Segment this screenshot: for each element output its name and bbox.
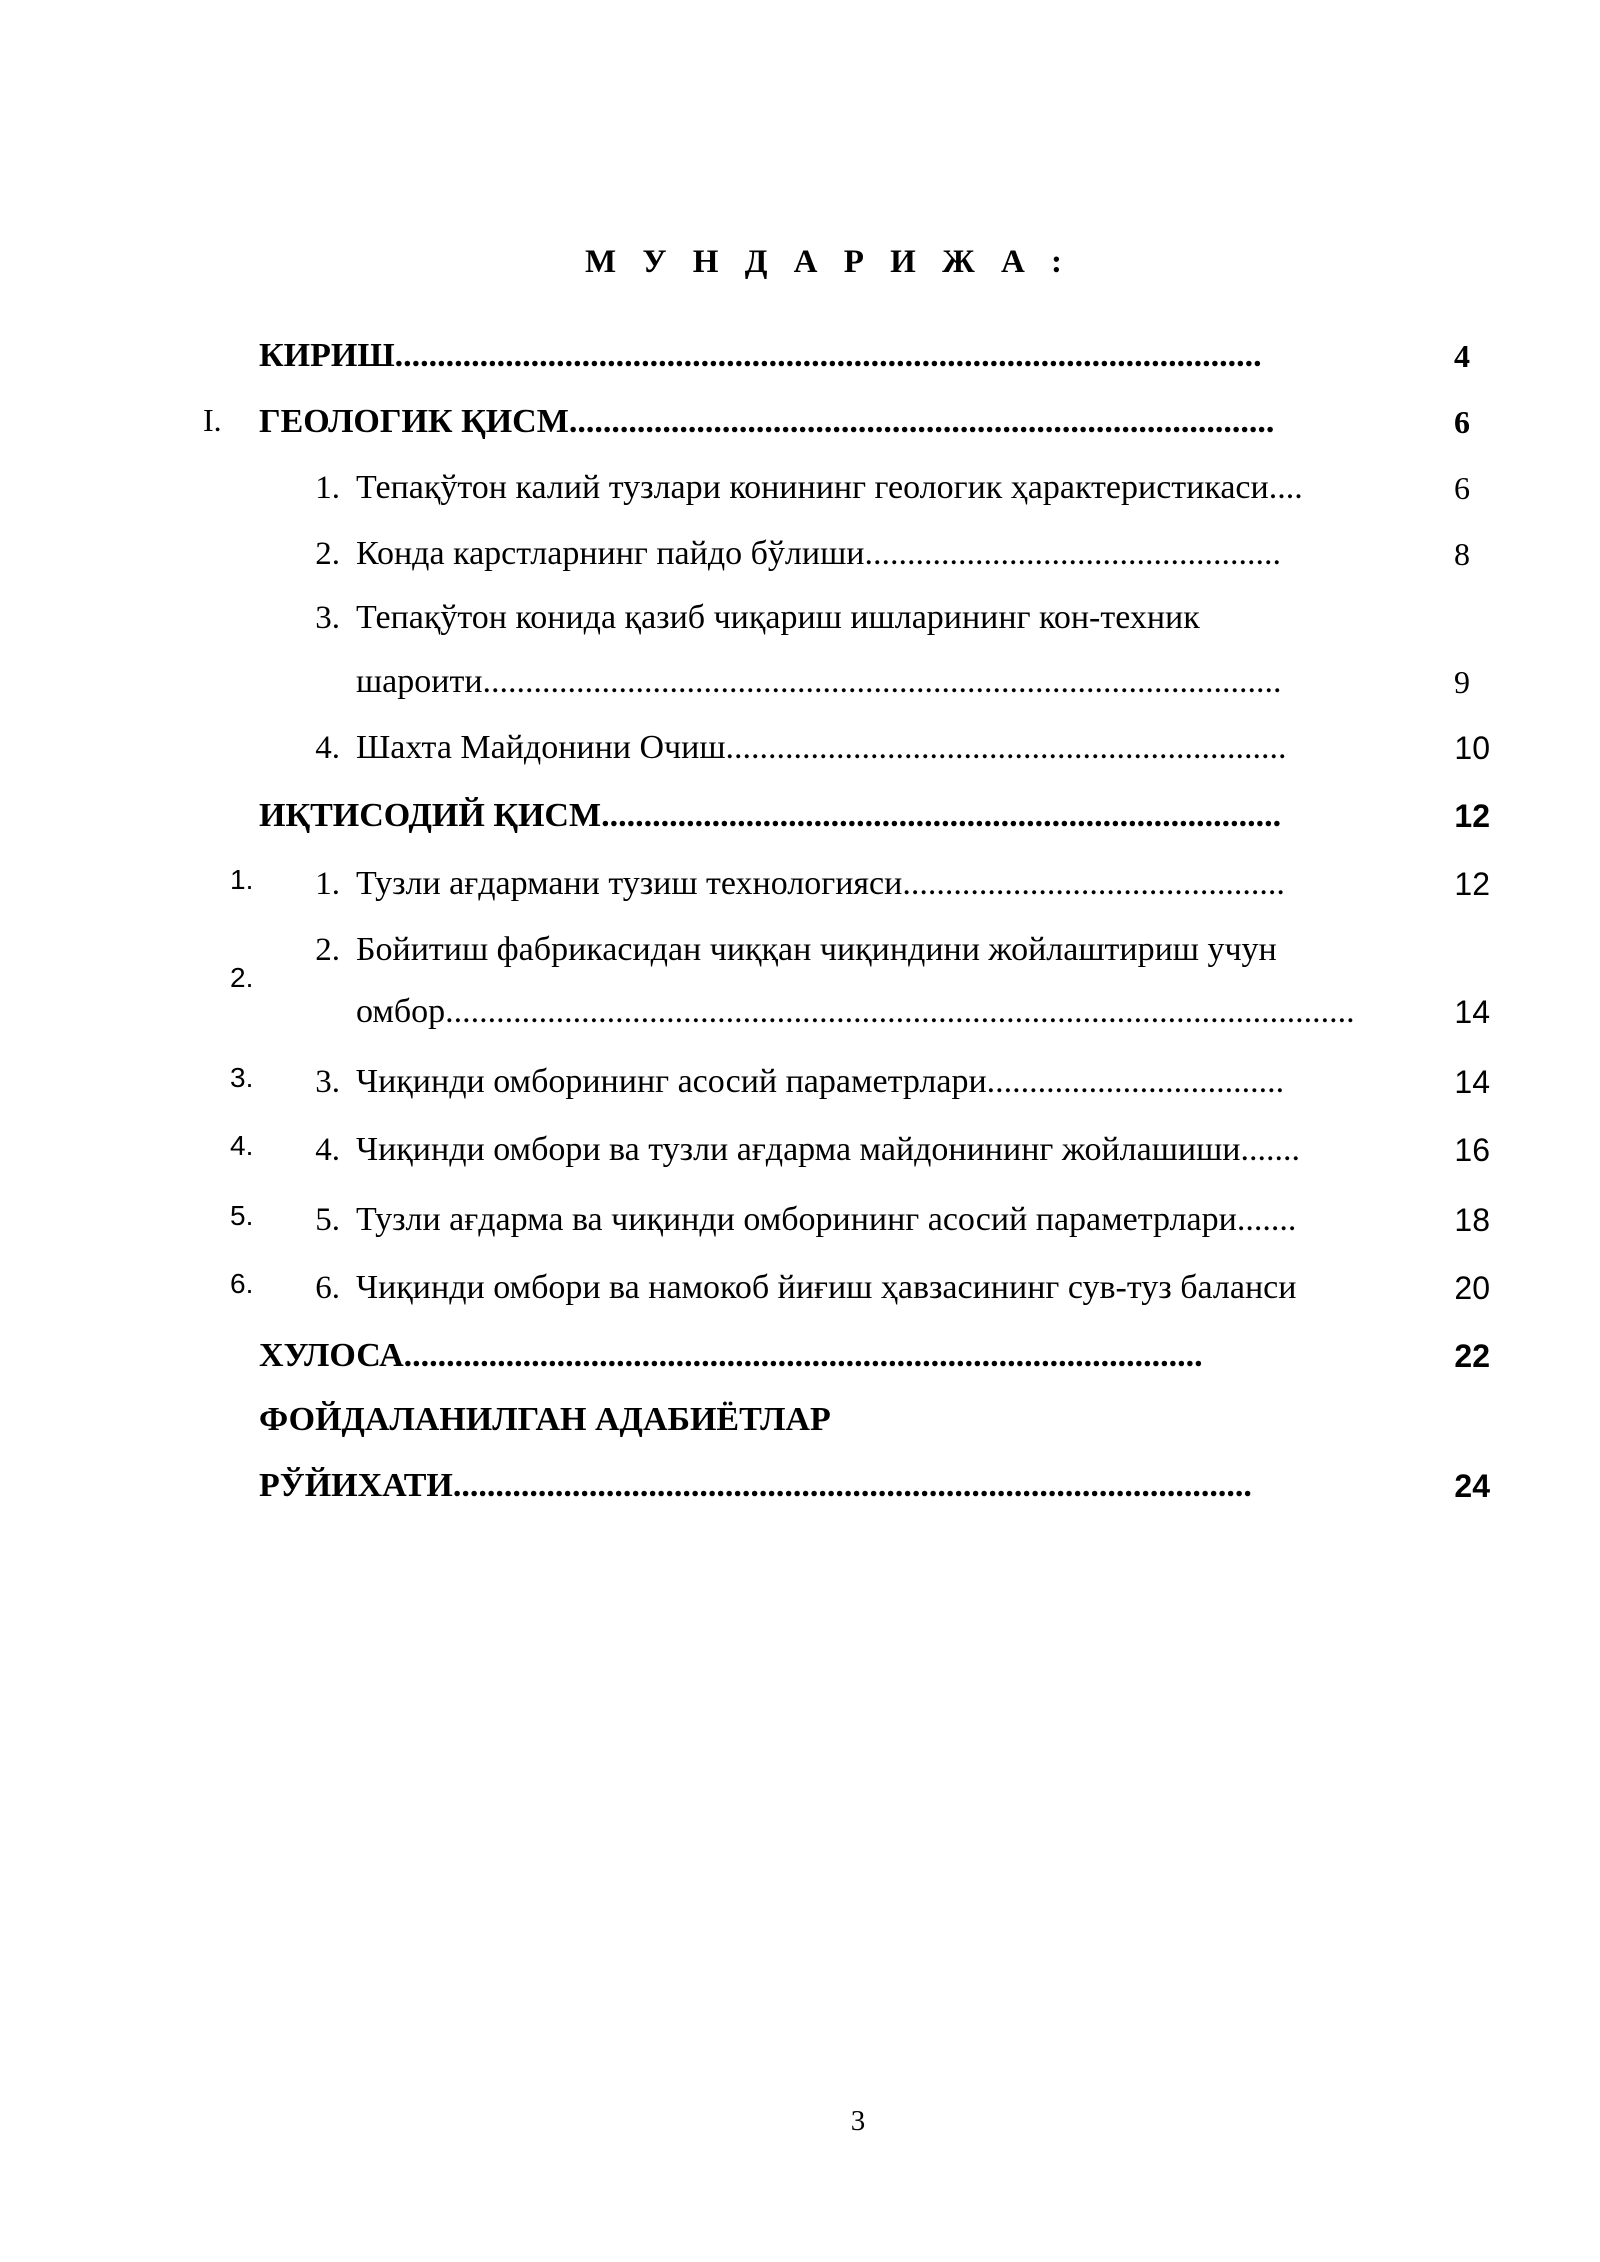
toc-entry-text: КИРИШ bbox=[259, 337, 395, 374]
toc-page-number: 14 bbox=[1454, 994, 1490, 1030]
toc-entry-g4[interactable] bbox=[356, 726, 1402, 770]
item-number: 3. bbox=[315, 600, 340, 636]
toc-entry-geologik[interactable] bbox=[259, 400, 1417, 444]
toc-leader-dots: .... bbox=[1268, 469, 1303, 506]
toc-leader-dots: .............................................................................................. bbox=[482, 663, 1282, 700]
toc-entry-adabiyot[interactable] bbox=[259, 1398, 1419, 1442]
toc-entry-g1[interactable] bbox=[356, 466, 1414, 510]
toc-leader-dots: .............................................................................................. bbox=[403, 1337, 1203, 1374]
margin-number: 5. bbox=[230, 1200, 254, 1231]
toc-page-number: 16 bbox=[1454, 1132, 1490, 1168]
toc-entry-text: ГЕОЛОГИК ҚИСМ bbox=[259, 403, 569, 440]
toc-entry-text: омбор bbox=[356, 993, 446, 1030]
margin-number: I. bbox=[203, 402, 222, 438]
margin-number: 3. bbox=[230, 1062, 254, 1093]
toc-leader-dots: .................................................................. bbox=[725, 729, 1287, 766]
toc-entry-i4[interactable] bbox=[356, 1128, 1416, 1172]
toc-entry-text: Тепақўтон конида қазиб чиқариш ишларининг кон-техник bbox=[356, 599, 1200, 636]
margin-number: 4. bbox=[230, 1130, 254, 1161]
toc-page-number: 12 bbox=[1454, 866, 1490, 902]
toc-page-number: 6 bbox=[1454, 470, 1470, 506]
item-number: 6. bbox=[315, 1270, 340, 1306]
item-number: 5. bbox=[315, 1202, 340, 1238]
toc-entry-i3[interactable] bbox=[356, 1060, 1400, 1104]
toc-entry-text: Конда карстларнинг пайдо бўлиши bbox=[356, 535, 865, 572]
toc-page-number: 14 bbox=[1454, 1064, 1490, 1100]
toc-entry-iqtisodiy[interactable] bbox=[259, 794, 1407, 838]
toc-entry-text: Тепақўтон калий тузлари конининг геологик ҳарактеристикаси bbox=[356, 469, 1269, 506]
toc-entry-i1[interactable] bbox=[356, 862, 1406, 906]
item-number: 2. bbox=[315, 536, 340, 572]
toc-entry-g2[interactable] bbox=[356, 532, 1406, 576]
toc-leader-dots: ................................... bbox=[986, 1063, 1285, 1100]
toc-entry-text: шароити bbox=[356, 663, 483, 700]
toc-page-number: 8 bbox=[1454, 536, 1470, 572]
toc-entry-i5[interactable] bbox=[356, 1198, 1416, 1242]
toc-entry-i6[interactable] bbox=[356, 1266, 1426, 1310]
item-number: 2. bbox=[315, 932, 340, 968]
margin-number: 6. bbox=[230, 1268, 254, 1299]
toc-page-number: 12 bbox=[1454, 798, 1490, 834]
toc-entry-text: Чиқинди омборининг асосий параметрлари bbox=[356, 1063, 987, 1100]
toc-entry-xulosa[interactable] bbox=[259, 1334, 1409, 1378]
toc-entry-adabiyot-continued[interactable] bbox=[259, 1464, 1421, 1508]
toc-entry-text: ИҚТИСОДИЙ ҚИСМ bbox=[259, 797, 602, 834]
toc-entry-text: ФОЙДАЛАНИЛГАН АДАБИЁТЛАР bbox=[259, 1401, 831, 1438]
toc-leader-dots: .............................................................................................. bbox=[452, 1467, 1252, 1504]
toc-entry-text: Тузли ағдармани тузиш технологияси bbox=[356, 865, 903, 902]
toc-leader-dots: ....... bbox=[1240, 1131, 1300, 1168]
toc-leader-dots: ................................................. bbox=[864, 535, 1281, 572]
toc-page-number: 4 bbox=[1454, 338, 1470, 374]
toc-entry-g3-continued[interactable] bbox=[356, 660, 1406, 704]
toc-page-number: 10 bbox=[1454, 730, 1490, 766]
toc-entry-text: Бойитиш фабрикасидан чиққан чиқиндини жойлаштириш учун bbox=[356, 931, 1277, 968]
toc-entry-text: ХУЛОСА bbox=[259, 1337, 404, 1374]
margin-number: 2. bbox=[230, 962, 254, 993]
toc-page-number: 24 bbox=[1454, 1468, 1490, 1504]
toc-leader-dots: ...................................................................................................... bbox=[394, 337, 1262, 374]
toc-entry-i2-continued[interactable] bbox=[356, 990, 1402, 1034]
toc-leader-dots: ................................................................................ bbox=[601, 797, 1282, 834]
toc-leader-dots: ....... bbox=[1236, 1201, 1297, 1238]
footer-page-number: 3 bbox=[850, 2105, 866, 2137]
item-number: 1. bbox=[315, 470, 340, 506]
toc-page-number: 18 bbox=[1454, 1202, 1490, 1238]
toc-page-number: 6 bbox=[1454, 404, 1470, 440]
item-number: 3. bbox=[315, 1064, 340, 1100]
toc-page-number: 9 bbox=[1454, 664, 1470, 700]
toc-page-number: 20 bbox=[1454, 1270, 1490, 1306]
toc-entry-text: Чиқинди омбори ва намокоб йиғиш ҳавзасининг сув-туз баланси bbox=[356, 1269, 1297, 1306]
toc-page-number: 22 bbox=[1454, 1338, 1490, 1374]
page-title: М У Н Д А Р И Ж А : bbox=[584, 244, 1072, 280]
toc-leader-dots: ................................................................................... bbox=[568, 403, 1275, 440]
item-number: 1. bbox=[315, 866, 340, 902]
toc-entry-text: РЎЙИХАТИ bbox=[259, 1467, 453, 1504]
toc-entry-text: Тузли ағдарма ва чиқинди омборининг асосий параметрлари bbox=[356, 1201, 1237, 1238]
toc-entry-i2[interactable] bbox=[356, 928, 1456, 972]
margin-number: 1. bbox=[230, 864, 254, 895]
toc-leader-dots: ............................................. bbox=[902, 865, 1285, 902]
toc-entry-text: Шахта Майдонини Очиш bbox=[356, 729, 726, 766]
item-number: 4. bbox=[315, 1132, 340, 1168]
toc-entry-kirish[interactable] bbox=[259, 334, 1419, 378]
toc-entry-text: Чиқинди омбори ва тузли ағдарма майдонининг жойлашиши bbox=[356, 1131, 1241, 1168]
toc-leader-dots: ........................................................................................................... bbox=[445, 993, 1355, 1030]
toc-entry-g3[interactable] bbox=[356, 596, 1436, 640]
item-number: 4. bbox=[315, 730, 340, 766]
